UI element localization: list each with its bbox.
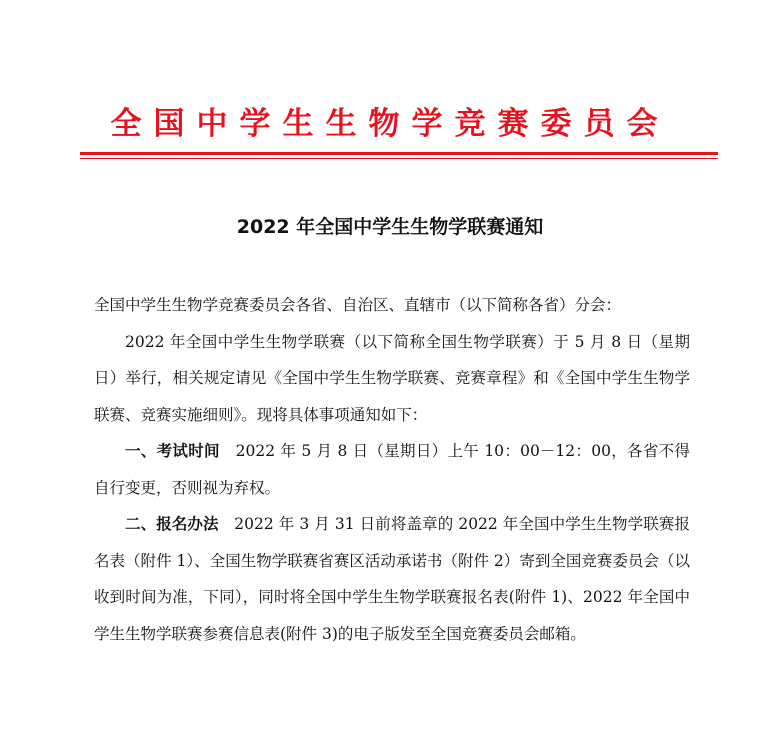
- section-exam-time: [94, 433, 690, 506]
- section-heading: 二、报名办法: [125, 514, 219, 533]
- intro-paragraph: 2022 年全国中学生生物学联赛（以下简称全国生物学联赛）于 5 月 8 日（星期日）举行，相关规定请见《全国中学生生物学联赛、竞赛章程》和《全国中学生生物学联赛、竞赛实施细则》。现将具体事项通知如下：: [94, 332, 690, 424]
- org-letterhead-title: 全国中学生生物学竞赛委员会: [110, 106, 670, 142]
- section-registration: [94, 506, 690, 652]
- document-body: [94, 287, 690, 652]
- letterhead-rule-thin: [80, 158, 718, 159]
- section-text: 2022 年 3 月 31 日前将盖章的 2022 年全国中学生生物学联赛报名表（附件 1）、全国生物学联赛省赛区活动承诺书（附件 2）寄到全国竞赛委员会（以收到时间为准，下同），同时将全国中学生生物学联赛报名表(附件 1)、2022 年全国中学生生物学联赛参赛信息表(附件 3)的电子版发至全国竞赛委员会邮箱。: [94, 515, 690, 643]
- salutation: 全国中学生生物学竞赛委员会各省、自治区、直辖市（以下简称各省）分会：: [94, 296, 622, 314]
- document-title: 2022 年全国中学生生物学联赛通知: [236, 216, 544, 238]
- section-text: 2022 年 5 月 8 日（星期日）上午 10：00－12：00，各省不得自行变更，否则视为弃权。: [94, 442, 690, 497]
- section-heading: 一、考试时间: [125, 441, 220, 460]
- letterhead-rule-thick: [80, 152, 718, 155]
